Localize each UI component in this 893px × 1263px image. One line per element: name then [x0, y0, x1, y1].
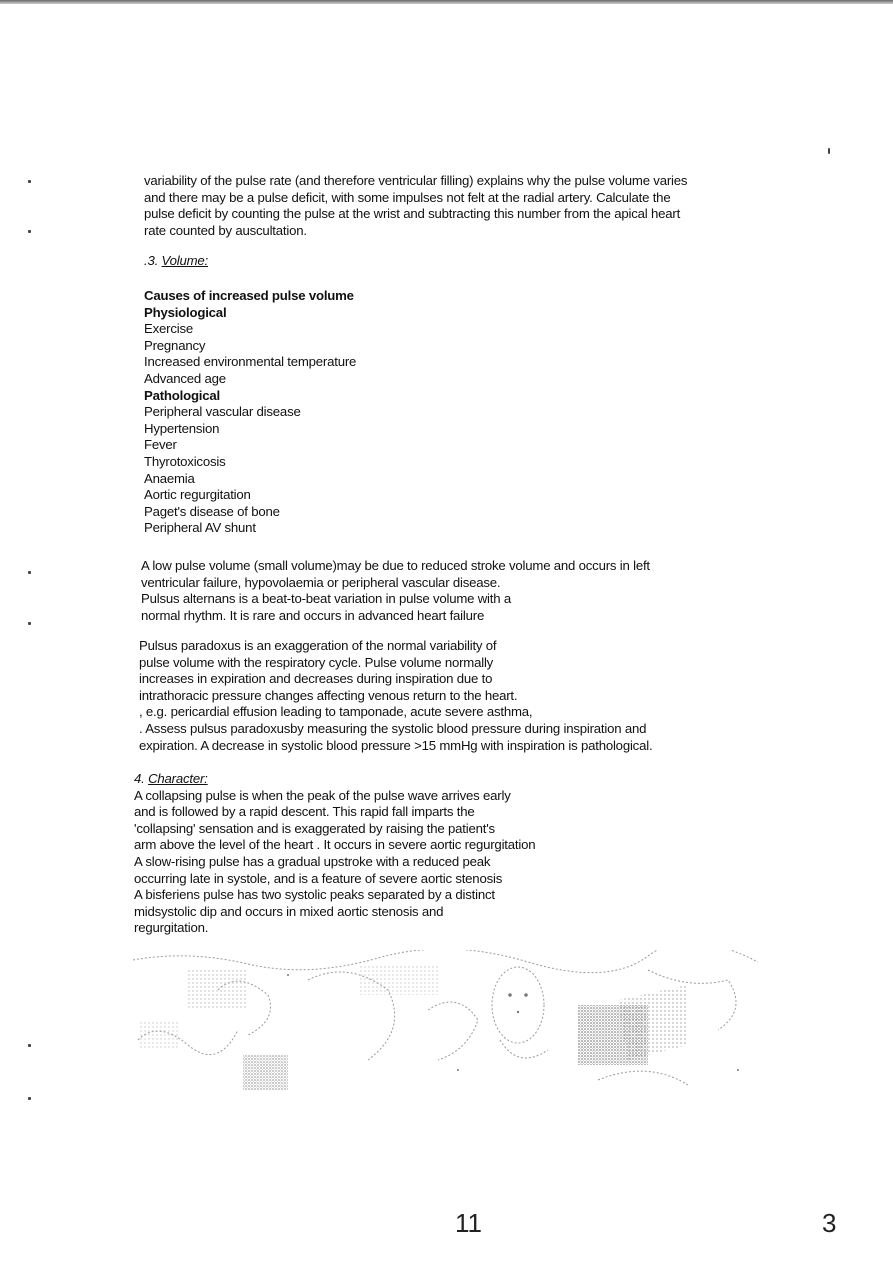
list-item: Exercise — [144, 321, 193, 337]
text-line: expiration. A decrease in systolic blood pressure >15 mmHg with inspiration is pathological. — [139, 737, 653, 753]
text-line: variability of the pulse rate (and therefore ventricular filling) explains why the pulse volume varies — [144, 173, 688, 188]
list-item: Hypertension — [144, 420, 220, 436]
text-line: Pulsus alternans is a beat-to-beat variation in pulse volume with a — [141, 591, 511, 607]
section-title: Character: — [148, 771, 208, 786]
list-item: Fever — [144, 437, 177, 453]
character-section — [134, 771, 535, 937]
pathological-heading: Pathological — [144, 387, 221, 403]
list-item: Peripheral vascular disease — [144, 404, 301, 420]
text-line: normal rhythm. It is rare and occurs in advanced heart failure — [141, 607, 485, 623]
intro-paragraph — [144, 173, 687, 239]
list-item: Peripheral AV shunt — [144, 520, 256, 536]
text-line: A bisferiens pulse has two systolic peaks separated by a distinct — [134, 887, 495, 903]
list-item: Advanced age — [144, 370, 226, 386]
character-heading — [134, 771, 535, 788]
text-line: Pulsus paradoxus is an exaggeration of the normal variability of — [139, 638, 497, 653]
text-line: . Assess pulsus paradoxusby measuring the systolic blood pressure during inspiration and — [139, 720, 647, 736]
text-line: pulse deficit by counting the pulse at the wrist and subtracting this number from the apical heart — [144, 206, 681, 222]
scan-top-edge — [0, 0, 893, 4]
text-line: pulse volume with the respiratory cycle. Pulse volume normally — [139, 654, 494, 670]
text-line: regurgitation. — [134, 920, 209, 936]
text-line: arm above the level of the heart . It occurs in severe aortic regurgitation — [134, 837, 536, 853]
scan-speck — [28, 622, 31, 625]
text-line: A low pulse volume (small volume)may be due to reduced stroke volume and occurs in left — [141, 558, 650, 573]
scan-speck — [28, 1044, 31, 1047]
corner-page-number: 3 — [822, 1208, 837, 1238]
scan-speck — [28, 1097, 31, 1100]
list-item: Pregnancy — [144, 337, 206, 353]
text-line: and there may be a pulse deficit, with some impulses not felt at the radial artery. Calculate the — [144, 189, 671, 205]
text-line: rate counted by auscultation. — [144, 222, 307, 238]
text-line: ventricular failure, hypovolaemia or peripheral vascular disease. — [141, 574, 501, 590]
text-line: A slow-rising pulse has a gradual upstroke with a reduced peak — [134, 853, 491, 869]
list-item: Paget's disease of bone — [144, 503, 280, 519]
list-item: Thyrotoxicosis — [144, 453, 226, 469]
physiological-heading: Physiological — [144, 304, 227, 320]
text-line: occurring late in systole, and is a feature of severe aortic stenosis — [134, 870, 503, 886]
causes-heading: Causes of increased pulse volume — [144, 288, 354, 303]
low-volume-paragraph — [141, 558, 650, 624]
text-line: A collapsing pulse is when the peak of the pulse wave arrives early — [134, 787, 511, 803]
section-number: .3. — [144, 253, 159, 268]
text-line: increases in expiration and decreases during inspiration due to — [139, 671, 493, 687]
scan-speck — [28, 230, 31, 233]
list-item: Anaemia — [144, 470, 195, 486]
text-line: and is followed by a rapid descent. This rapid fall imparts the — [134, 804, 475, 820]
handwritten-page-number: 11 — [455, 1208, 482, 1238]
text-line: intrathoracic pressure changes affecting venous return to the heart. — [139, 687, 518, 703]
volume-causes-list — [144, 288, 356, 537]
paradoxus-paragraph — [139, 638, 652, 754]
scan-speck — [28, 571, 31, 574]
faded-illustration-strip — [128, 950, 764, 1095]
text-line: , e.g. pericardial effusion leading to tamponade, acute severe asthma, — [139, 704, 533, 720]
volume-heading — [144, 253, 208, 270]
section-title: Volume: — [161, 253, 209, 268]
text-line: midsystolic dip and occurs in mixed aortic stenosis and — [134, 903, 444, 919]
text-line: 'collapsing' sensation and is exaggerated by raising the patient's — [134, 820, 495, 836]
section-number: 4. — [134, 771, 145, 786]
list-item: Increased environmental temperature — [144, 354, 357, 370]
scan-speck — [828, 148, 830, 154]
scan-speck — [28, 180, 31, 183]
list-item: Aortic regurgitation — [144, 487, 251, 503]
